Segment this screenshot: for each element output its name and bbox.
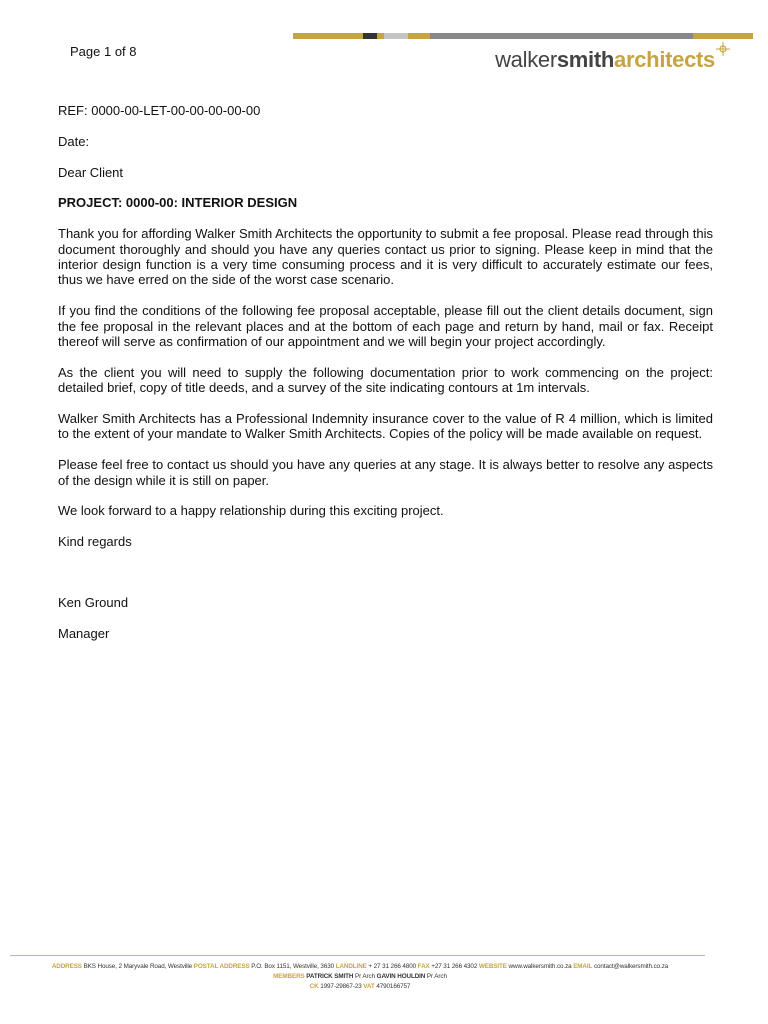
company-logo bbox=[495, 47, 730, 73]
paragraph-documentation: As the client you will need to supply the following documentation prior to work commencing on the project: detailed brief, copy of title deeds, and a survey of the site indicating contours at 1m intervals. bbox=[58, 364, 713, 396]
bar-segment-gold-small bbox=[377, 33, 384, 39]
footer-line-3 bbox=[10, 982, 710, 992]
closing-line: Kind regards bbox=[58, 534, 132, 550]
project-heading: PROJECT: 0000-00: INTERIOR DESIGN bbox=[58, 195, 298, 211]
footer-website[interactable]: www.walkersmith.co.za bbox=[508, 963, 572, 970]
signatory-title: Manager bbox=[58, 625, 110, 641]
bar-segment-dark bbox=[363, 33, 377, 39]
footer-email[interactable]: contact@walkersmith.co.za bbox=[593, 963, 669, 970]
footer-fax-label: FAX bbox=[417, 963, 430, 970]
bar-segment-grey bbox=[430, 33, 693, 39]
footer-address-label: ADDRESS bbox=[51, 963, 82, 970]
page-number: Page 1 of 8 bbox=[70, 44, 137, 59]
paragraph-contact: Please feel free to contact us should you have any queries at any stage. It is always better to resolve any aspects of the design while it is still on paper. bbox=[58, 457, 713, 488]
footer-divider bbox=[10, 955, 705, 956]
footer-address: BKS House, 2 Maryvale Road, Westville bbox=[83, 963, 193, 970]
footer-member2-title: Pr Arch bbox=[426, 973, 447, 980]
footer-members-label: MEMBERS bbox=[273, 973, 305, 980]
footer-fax: +27 31 266 4302 bbox=[431, 963, 478, 970]
brand-color-bar bbox=[293, 33, 753, 39]
letter-body bbox=[58, 103, 713, 657]
logo-word-walker: walker bbox=[495, 47, 557, 72]
footer-member1-title: Pr Arch bbox=[355, 973, 375, 980]
logo-word-smith: smith bbox=[556, 47, 615, 72]
bar-segment-gold-end bbox=[693, 33, 753, 39]
footer-landline: + 27 31 266 4800 bbox=[368, 963, 417, 970]
footer-postal: P.O. Box 1151, Westville, 3630 bbox=[251, 963, 335, 970]
footer-ck-label: CK bbox=[309, 983, 319, 990]
footer-vat: 4790166757 bbox=[376, 983, 411, 990]
reference-line: REF: 0000-00-LET-00-00-00-00-00 bbox=[58, 103, 261, 118]
footer-vat-label: VAT bbox=[363, 983, 375, 990]
paragraph-intro: Thank you for affording Walker Smith Architects the opportunity to submit a fee proposal. Please read through this document thoroughly and should you have any queries contact us prior to signing. Please keep in mind that the interior design function is a very time consuming process and it is very difficult to accurately estimate our fees, thus we have erred on the side of the worst case scenario. bbox=[58, 226, 713, 288]
paragraph-conditions: If you find the conditions of the following fee proposal acceptable, please fill out the client details document, sign the fee proposal in the relevant places and at the bottom of each page and return by hand, mail or fax. Receipt thereof will serve as confirmation of our appointment and we will begin your project accordingly. bbox=[58, 303, 713, 350]
salutation: Dear Client bbox=[58, 164, 124, 180]
logo-word-architects: architects bbox=[614, 47, 715, 72]
footer-email-label: EMAIL bbox=[573, 963, 593, 970]
signature-space bbox=[58, 565, 713, 595]
footer-member2-name: GAVIN HOULDIN bbox=[376, 973, 426, 980]
paragraph-closing-wish: We look forward to a happy relationship during this exciting project. bbox=[58, 503, 444, 519]
footer-line-1 bbox=[10, 962, 710, 972]
footer-ck: 1997-29867-23 bbox=[320, 983, 362, 990]
bar-segment-light-grey bbox=[384, 33, 408, 39]
bar-segment-gold bbox=[293, 33, 363, 39]
footer-postal-label: POSTAL ADDRESS bbox=[193, 963, 250, 970]
compass-star-icon bbox=[716, 42, 730, 56]
footer-landline-label: LANDLINE bbox=[335, 963, 367, 970]
bar-segment-gold-mid bbox=[408, 33, 430, 39]
footer-line-2 bbox=[10, 972, 710, 982]
date-line: Date: bbox=[58, 133, 90, 149]
footer-member1-name: PATRICK SMITH bbox=[306, 973, 354, 980]
footer-contact-details bbox=[10, 962, 710, 992]
footer-website-label: WEBSITE bbox=[478, 963, 507, 970]
signatory-name: Ken Ground bbox=[58, 595, 129, 611]
paragraph-insurance: Walker Smith Architects has a Professional Indemnity insurance cover to the value of R 4 million, which is limited to the extent of your mandate to Walker Smith Architects. Copies of the policy will be made available on request. bbox=[58, 411, 713, 442]
